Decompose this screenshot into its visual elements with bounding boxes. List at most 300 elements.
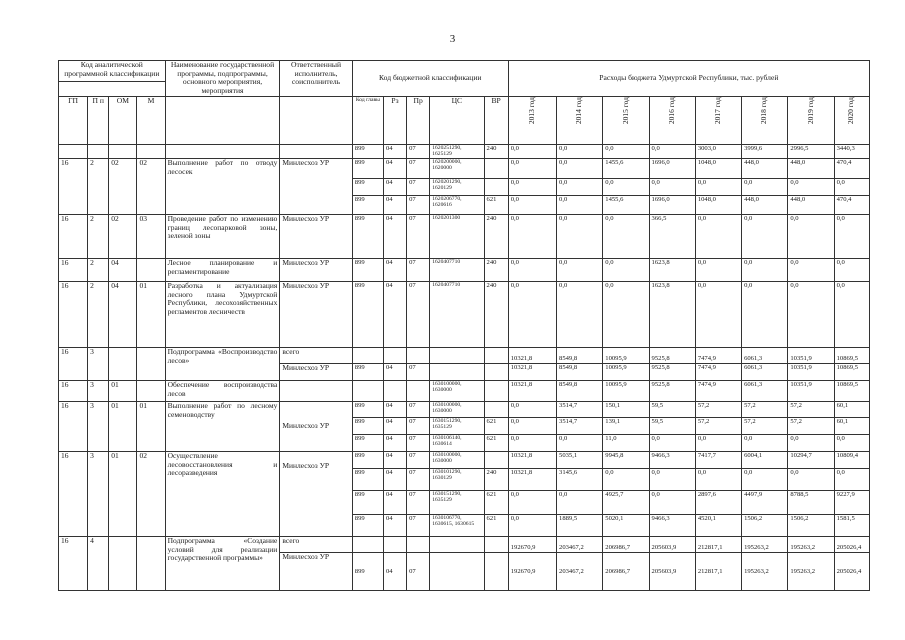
table-cell: 1889,5 [557,514,603,536]
table-cell [383,380,406,401]
header-year: 2016 год [649,96,695,144]
table-cell: 1620407710 [430,258,484,281]
table-cell: 8549,8 [557,380,603,401]
table-cell: 0,0 [788,258,834,281]
table-cell [407,380,430,401]
table-cell: 899 [352,468,383,490]
table-cell: 6061,3 [742,347,788,363]
table-cell: 16 [59,380,88,401]
table-cell: 10351,9 [788,380,834,401]
table-cell: Минлесхоз УР [280,214,352,258]
header-cs: ЦС [430,96,484,144]
table-cell: 02 [137,158,165,214]
table-cell [109,144,137,158]
table-cell: 7474,9 [695,380,741,401]
table-cell: 1630101290, 1630129 [430,468,484,490]
header-year: 2013 год [508,96,556,144]
table-cell: 57,2 [695,417,741,434]
table-cell [430,347,484,363]
table-cell: 0,0 [508,490,556,514]
table-cell: 0,0 [695,258,741,281]
table-cell: 04 [383,195,406,214]
table-cell: 621 [484,434,508,451]
table-cell: 899 [352,195,383,214]
table-cell [165,144,280,158]
table-cell: 16 [59,158,88,214]
table-cell: 899 [352,401,383,417]
header-om: ОМ [109,96,137,144]
table-cell: 0,0 [834,468,869,490]
table-cell: 0,0 [508,417,556,434]
table-cell: 899 [352,281,383,347]
table-cell: 192670,9 [508,536,556,552]
table-cell: 59,5 [649,417,695,434]
table-cell: 01 [109,401,137,451]
table-cell: 899 [352,178,383,195]
table-cell: 0,0 [649,434,695,451]
table-cell: 1620407710 [430,281,484,347]
table-cell [137,144,165,158]
table-cell: Минлесхоз УР [280,258,352,281]
table-cell: 3514,7 [557,417,603,434]
table-cell: 205026,4 [834,536,869,552]
table-cell: 07 [407,258,430,281]
table-cell: Выполнение работ по отводу лесосек [165,158,280,214]
table-cell: 57,2 [742,401,788,417]
table-cell: 9525,8 [649,380,695,401]
table-cell: 1623,8 [649,281,695,347]
table-cell: 1630106140, 1630614 [430,434,484,451]
table-cell: 2897,6 [695,490,741,514]
table-cell: 04 [383,552,406,590]
table-cell: Выполнение работ по лесному семеноводству [165,401,280,451]
header-kod-glavy: Код главы [352,96,383,144]
table-cell [383,536,406,552]
table-cell: 150,1 [603,401,649,417]
table-cell: 0,0 [603,258,649,281]
table-cell: 60,1 [834,401,869,417]
table-cell: 5020,1 [603,514,649,536]
table-cell: 1696,0 [649,158,695,178]
table-cell: 6061,3 [742,363,788,380]
table-cell: 04 [383,144,406,158]
table-cell: 240 [484,468,508,490]
table-cell: 621 [484,514,508,536]
table-cell: 139,1 [603,417,649,434]
table-cell: 04 [383,178,406,195]
table-cell: 1620206770, 1620616 [430,195,484,214]
table-cell: 04 [383,514,406,536]
table-cell: 899 [352,363,383,380]
table-cell: 10869,5 [834,363,869,380]
table-cell: 10869,5 [834,347,869,363]
table-cell: 195263,2 [742,536,788,552]
table-cell: 448,0 [742,195,788,214]
table-cell: 240 [484,258,508,281]
table-cell: 0,0 [557,214,603,258]
table-cell: 1630106770, 1630615, 1630615 [430,514,484,536]
table-cell: 0,0 [508,401,556,417]
table-cell: 899 [352,514,383,536]
table-cell: 203467,2 [557,552,603,590]
table-cell: 0,0 [557,178,603,195]
table-cell: 899 [352,214,383,258]
header-year: 2018 год [742,96,788,144]
table-cell: 899 [352,158,383,178]
table-row [59,144,870,158]
header-gp: ГП [59,96,88,144]
table-cell: 206986,7 [603,552,649,590]
table-cell: 16 [59,281,88,347]
table-cell: 10321,8 [508,363,556,380]
table-cell: 9227,9 [834,490,869,514]
table-cell: 899 [352,434,383,451]
table-cell: 10351,9 [788,363,834,380]
table-cell: 2 [88,158,109,214]
table-cell: 07 [407,214,430,258]
table-cell: 0,0 [788,214,834,258]
table-cell: 9525,8 [649,347,695,363]
table-cell: 0,0 [742,468,788,490]
table-cell: 10321,8 [508,380,556,401]
table-cell: 3999,6 [742,144,788,158]
table-cell [280,144,352,158]
table-cell: 1630151290, 1635129 [430,417,484,434]
table-cell: 206986,7 [603,536,649,552]
header-expenses: Расходы бюджета Удмуртской Республики, тыс. рублей [508,61,869,97]
table-cell: 0,0 [742,178,788,195]
table-cell: 07 [407,514,430,536]
header-vr: ВР [484,96,508,144]
table-cell: 0,0 [742,258,788,281]
table-cell: 621 [484,417,508,434]
table-cell: 04 [383,158,406,178]
table-cell: 04 [383,417,406,434]
table-cell: 04 [383,490,406,514]
table-cell: 0,0 [695,434,741,451]
table-cell: 4520,1 [695,514,741,536]
table-cell: 10809,4 [834,451,869,468]
table-cell: 07 [407,158,430,178]
table-cell: 57,2 [695,401,741,417]
table-cell: 10095,9 [603,347,649,363]
table-cell: 448,0 [788,158,834,178]
table-cell: 0,0 [834,281,869,347]
table-cell: 0,0 [834,214,869,258]
table-cell [109,536,137,590]
table-cell [484,451,508,468]
table-cell: Подпрограмма «Воспроизводство лесов» [165,347,280,380]
table-cell: 0,0 [508,144,556,158]
table-cell: Минлесхоз УР [280,401,352,451]
table-cell [430,363,484,380]
table-cell: 0,0 [557,158,603,178]
table-cell: Проведение работ по изменению границ лесопарковой зоны, зеленой зоны [165,214,280,258]
table-row [59,380,870,401]
table-cell: 899 [352,258,383,281]
table-cell: 205026,4 [834,552,869,590]
table-cell: 0,0 [508,214,556,258]
table-cell [88,144,109,158]
table-cell: 01 [109,451,137,536]
header-year: 2015 год [603,96,649,144]
table-cell: 02 [109,214,137,258]
table-cell [280,380,352,401]
table-cell [137,536,165,590]
table-cell: 3440,3 [834,144,869,158]
header-year: 2017 год [695,96,741,144]
table-cell: 07 [407,144,430,158]
table-cell: 7474,9 [695,347,741,363]
table-row [59,214,870,258]
header-m: М [137,96,165,144]
table-cell: 470,4 [834,195,869,214]
table-cell: 10321,8 [508,347,556,363]
table-cell: 4 [88,536,109,590]
table-cell: 11,0 [603,434,649,451]
table-cell: 3 [88,401,109,451]
table-cell: 1630151290, 1635129 [430,490,484,514]
page-number: 3 [449,33,456,45]
table-cell: 899 [352,144,383,158]
table-cell: 04 [383,468,406,490]
table-cell: 2 [88,281,109,347]
table-cell: 04 [383,258,406,281]
table-cell: 0,0 [557,258,603,281]
table-cell: 0,0 [695,468,741,490]
table-cell: 57,2 [742,417,788,434]
table-cell: 0,0 [695,281,741,347]
table-cell: 0,0 [557,281,603,347]
table-cell: Минлесхоз УР [280,451,352,536]
table-cell: 0,0 [557,144,603,158]
table-cell [484,401,508,417]
table-cell: 195263,2 [742,552,788,590]
table-row [59,158,870,178]
table-cell: 195263,2 [788,552,834,590]
table-cell: 0,0 [557,195,603,214]
table-cell: 9466,3 [649,514,695,536]
header-name: Наименование государственной программы, подпрограммы, основного мероприятия, мероприятия [165,61,280,97]
table-cell: 04 [109,281,137,347]
table-cell [484,552,508,590]
table-cell: 8549,8 [557,363,603,380]
table-cell: 899 [352,451,383,468]
table-cell: 2 [88,214,109,258]
table-cell: 04 [383,363,406,380]
table-cell: 07 [407,363,430,380]
table-cell: 04 [383,214,406,258]
table-cell: 6061,3 [742,380,788,401]
table-cell: 07 [407,490,430,514]
table-cell: 240 [484,214,508,258]
table-cell: 02 [109,158,137,214]
table-cell: 1455,6 [603,158,649,178]
table-cell [484,363,508,380]
table-cell: 9525,8 [649,363,695,380]
table-cell: 899 [352,417,383,434]
table-cell: 07 [407,552,430,590]
table-cell: 16 [59,536,88,590]
table-cell [430,536,484,552]
table-cell: 01 [137,401,165,451]
table-cell: 366,5 [649,214,695,258]
table-cell: 1048,0 [695,195,741,214]
table-cell: 07 [407,401,430,417]
table-cell: 16 [59,258,88,281]
table-cell: Подпрограмма «Создание условий для реализации государственной программы» [165,536,280,590]
table-cell [484,380,508,401]
table-cell: 195263,2 [788,536,834,552]
table-cell [484,536,508,552]
table-cell: 205603,9 [649,552,695,590]
table-cell: 16 [59,451,88,536]
table-cell: 16 [59,214,88,258]
table-cell [484,347,508,363]
table-cell: 1620201290, 1620129 [430,178,484,195]
table-cell: 3 [88,451,109,536]
table-cell: 1630100000, 1630000 [430,401,484,417]
table-cell: 3145,6 [557,468,603,490]
table-cell: 1506,2 [788,514,834,536]
table-cell: 899 [352,490,383,514]
table-cell: 2996,5 [788,144,834,158]
table-cell: 0,0 [508,281,556,347]
table-cell: 0,0 [649,144,695,158]
table-cell: 1623,8 [649,258,695,281]
table-cell: 07 [407,451,430,468]
table-cell: 5035,1 [557,451,603,468]
table-cell: 01 [137,281,165,347]
table-cell: Разработка и актуализация лесного плана Удмуртской Республики, лесохозяйственных регламентов лесничеств [165,281,280,347]
table-cell: 04 [383,401,406,417]
table-cell: 240 [484,281,508,347]
table-cell [430,552,484,590]
table-cell: 0,0 [788,178,834,195]
table-cell: 212817,1 [695,536,741,552]
table-cell: 0,0 [603,281,649,347]
table-cell: 60,1 [834,417,869,434]
table-cell: 07 [407,281,430,347]
table-cell: 1630100000, 1630000 [430,380,484,401]
table-cell: 0,0 [788,281,834,347]
table-cell: 04 [383,434,406,451]
table-cell: 07 [407,417,430,434]
table-cell [352,380,383,401]
table-cell: 0,0 [508,258,556,281]
header-rz: Рз [383,96,406,144]
table-cell: Минлесхоз УР [280,552,352,590]
table-cell: 0,0 [557,490,603,514]
header-year: 2019 год [788,96,834,144]
table-cell: 0,0 [603,468,649,490]
table-cell: 205603,9 [649,536,695,552]
table-cell: 6004,1 [742,451,788,468]
table-row [59,536,870,552]
table-cell: 0,0 [508,158,556,178]
table-cell: 8549,8 [557,347,603,363]
table-row [59,401,870,417]
table-cell: 10351,9 [788,347,834,363]
table-cell: Лесное планирование и регламентирование [165,258,280,281]
table-cell [484,178,508,195]
table-cell: 0,0 [788,434,834,451]
table-cell: 10869,5 [834,380,869,401]
table-cell: Минлесхоз УР [280,281,352,347]
table-cell: 0,0 [603,214,649,258]
table-cell: 0,0 [649,490,695,514]
table-cell: Обеспечение воспроизводства лесов [165,380,280,401]
table-cell: 203467,2 [557,536,603,552]
table-cell: 899 [352,552,383,590]
table-cell: 9945,8 [603,451,649,468]
table-cell: 16 [59,347,88,380]
table-cell: 4497,9 [742,490,788,514]
table-cell: 0,0 [557,434,603,451]
table-cell: 10095,9 [603,380,649,401]
table-cell: 0,0 [742,434,788,451]
table-cell: 0,0 [695,178,741,195]
table-cell: 10095,9 [603,363,649,380]
table-cell: 10321,8 [508,451,556,468]
table-cell: 7417,7 [695,451,741,468]
table-cell: Осуществление лесовосстановления и лесоразведения [165,451,280,536]
table-row [59,258,870,281]
table-cell: 0,0 [508,514,556,536]
table-cell: 3 [88,380,109,401]
table-row [59,451,870,468]
table-cell: 192670,9 [508,552,556,590]
table-cell: 8788,5 [788,490,834,514]
table-cell [137,380,165,401]
table-cell: 7474,9 [695,363,741,380]
table-cell: 0,0 [508,195,556,214]
table-cell: 0,0 [508,434,556,451]
table-cell: 448,0 [788,195,834,214]
table-cell: 16 [59,401,88,451]
table-cell: 621 [484,195,508,214]
table-cell: 1048,0 [695,158,741,178]
header-executor: Ответственный исполнитель, соисполнитель [280,61,352,97]
table-cell: 01 [109,380,137,401]
header-pr: Пр [407,96,430,144]
table-cell: 9466,3 [649,451,695,468]
header-year: 2014 год [557,96,603,144]
header-pp: П п [88,96,109,144]
table-cell: 04 [383,451,406,468]
header-budget-code: Код бюджетной классификации [352,61,508,97]
budget-table [58,60,870,591]
table-row [59,347,870,363]
table-cell: 07 [407,434,430,451]
table-cell: 1581,5 [834,514,869,536]
table-cell: 0,0 [834,434,869,451]
table-cell: 07 [407,195,430,214]
table-cell: всего [280,536,352,552]
table-cell: Минлесхоз УР [280,158,352,214]
table-cell [484,158,508,178]
header-code-group: Код аналитической программной классификации [59,61,166,82]
table-cell: 240 [484,144,508,158]
table-cell: всего [280,347,352,363]
table-cell: 1455,6 [603,195,649,214]
table-cell: 04 [383,281,406,347]
table-cell: 3 [88,347,109,380]
table-cell: 0,0 [508,178,556,195]
table-cell: 04 [109,258,137,281]
table-cell [407,536,430,552]
table-cell: 4925,7 [603,490,649,514]
